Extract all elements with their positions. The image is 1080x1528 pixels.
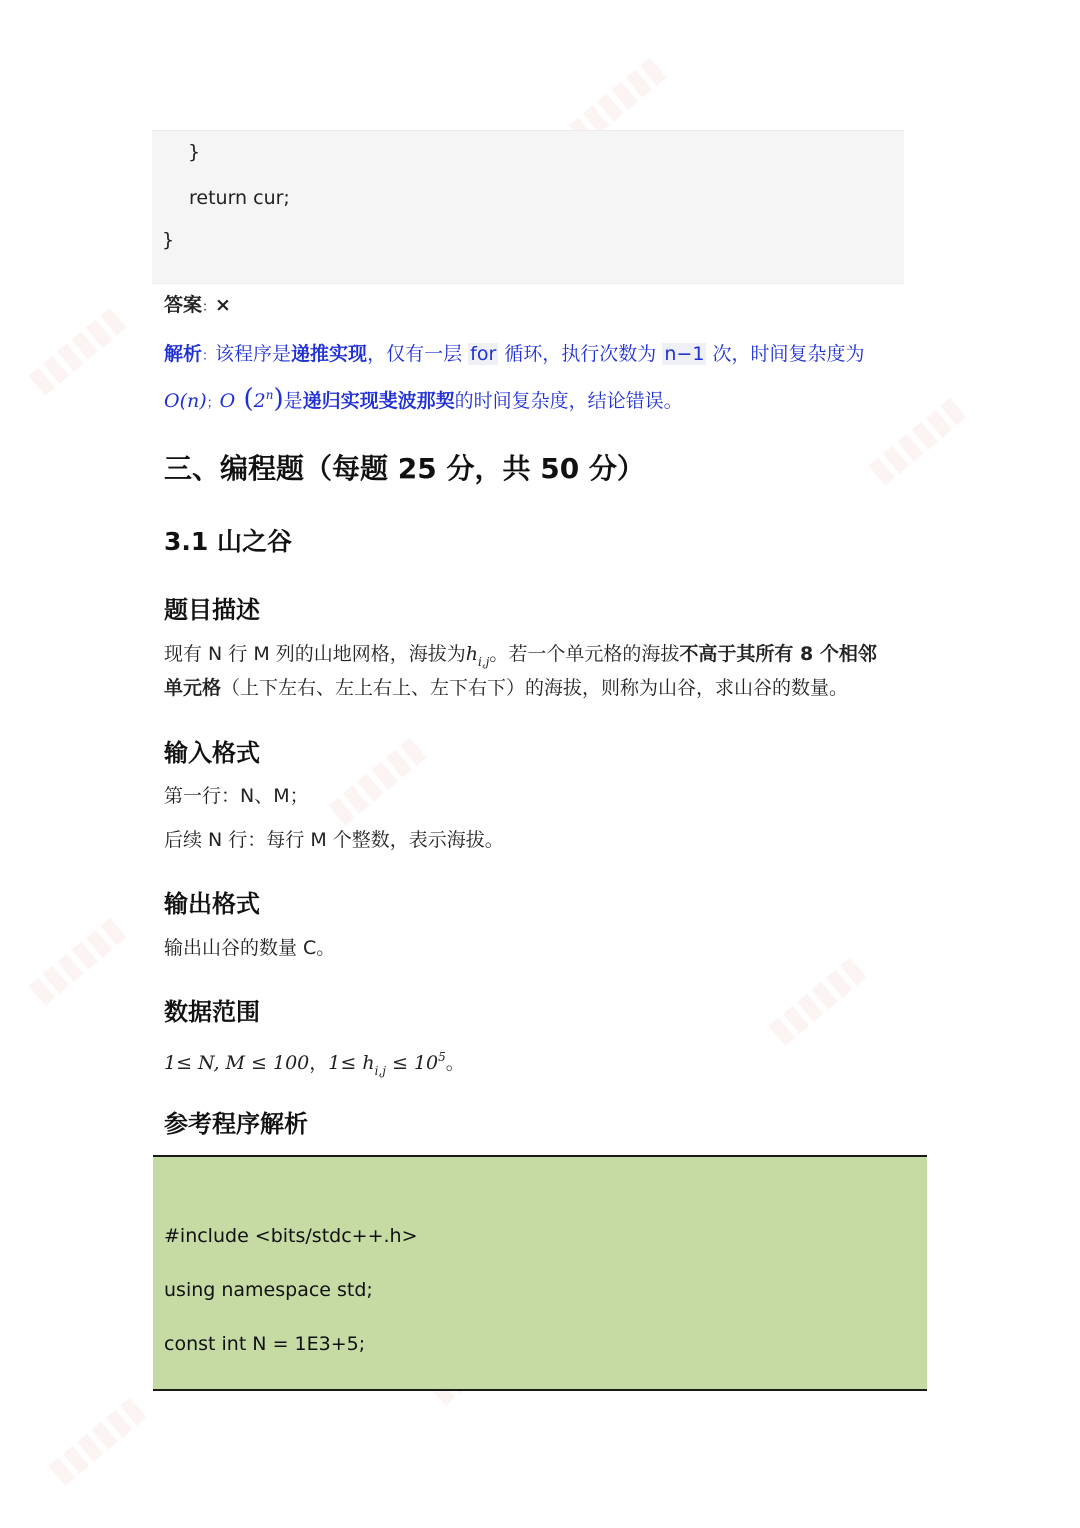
analysis-text: 的时间复杂度，结论错误。 — [454, 390, 683, 412]
description-line-2 — [164, 673, 848, 703]
description-text: 。若一个单元格的海拔 — [489, 643, 680, 665]
code-block-top — [152, 130, 904, 284]
range-heading: 数据范围 — [164, 998, 260, 1026]
code-line: return cur; — [189, 187, 290, 209]
analysis-code: n−1 — [664, 343, 705, 365]
document-page: ▮▮▮▮▮▮ ▮▮▮▮▮▮ ▮▮▮▮▮▮ ▮▮▮▮▮▮ ▮▮▮▮▮▮ ▮▮▮▮▮▮ ▮▮▮▮▮▮ } return cur; } 答案：× 解析：该程序是递推实现，仅有一层 for 循环，执行次数为 n−1 次，时间复杂度为 O(n)；O (2$^n$)是递归实现斐波那契的时间复杂度，结论错误。 三、编程题（每题 25 分，共 50 分） 3.1 山之谷 题目描述 现有 N 行 M 列的山地网格，海拔为$h_{i,j}$。若一个单元格的海拔不高于其所有 8 个相邻 单元格（上下左右、左上右上、左下右下）的海拔，则称为山谷，求山谷的数量。 输入格式 第一行：N、M； 后续 N 行：每行 M 个整数，表示海拔。 输出格式 输出山谷的数量 C。 数据范围 1≤ N, M ≤ 100，$1\le h_{i,j} \le 10^5$。 参考程序解析 #include <bits/stdc++.h> using namespace std; const int N = 1E3+5; — [20, 48, 972, 1492]
analysis-line-1 — [164, 339, 864, 372]
code-line: #include <bits/stdc++.h> — [164, 1225, 418, 1247]
analysis-sep: ； — [206, 396, 220, 411]
analysis-label: 解析 — [164, 343, 203, 365]
code-line: const int N = 1E3+5; — [164, 1333, 366, 1355]
formula-exponent: n — [265, 388, 274, 402]
reference-heading: 参考程序解析 — [164, 1110, 308, 1138]
height-symbol: h — [465, 643, 479, 665]
range-formula-2: 1≤ h — [328, 1052, 375, 1074]
range-exponent: 5 — [438, 1050, 446, 1064]
range-sep: ， — [309, 1052, 329, 1074]
analysis-emphasis: 递归实现斐波那契 — [302, 390, 455, 412]
code-line: } — [162, 229, 175, 251]
description-emphasis: 单元格 — [164, 677, 222, 699]
answer-value: × — [215, 294, 231, 316]
description-emphasis: 不高于其所有 8 个相邻 — [679, 643, 877, 665]
description-text: 现有 N 行 M 列的山地网格，海拔为 — [164, 643, 466, 665]
height-subscript: i,j — [478, 655, 490, 669]
formula-base: 2 — [253, 390, 266, 412]
analysis-emphasis: 递推实现 — [291, 343, 368, 365]
answer-line — [164, 290, 231, 323]
code-line: using namespace std; — [164, 1279, 373, 1301]
output-heading: 输出格式 — [164, 890, 260, 918]
analysis-colon: ： — [202, 349, 216, 364]
input-line-2: 后续 N 行：每行 M 个整数，表示海拔。 — [164, 829, 504, 851]
range-line — [164, 1042, 465, 1086]
formula-on: O(n) — [164, 390, 207, 412]
analysis-text: ，仅有一层 — [367, 343, 463, 365]
analysis-text: 次，时间复杂度为 — [712, 343, 865, 365]
input-line-1: 第一行：N、M； — [164, 785, 309, 807]
problem-title: 3.1 山之谷 — [164, 527, 292, 556]
answer-colon: ： — [202, 300, 216, 315]
section-title: 三、编程题（每题 25 分，共 50 分） — [164, 452, 645, 485]
input-heading: 输入格式 — [164, 739, 260, 767]
range-end: 。 — [445, 1052, 465, 1074]
description-line-1 — [164, 639, 877, 677]
output-line-1: 输出山谷的数量 C。 — [164, 937, 336, 959]
analysis-line-2: O(n)；O (2$^n$)是递归实现斐波那契的时间复杂度，结论错误。 — [164, 384, 683, 414]
analysis-text: 循环，执行次数为 — [504, 343, 657, 365]
analysis-text: 是 — [283, 390, 303, 412]
code-line: } — [188, 141, 201, 163]
code-block-reference — [153, 1155, 927, 1391]
range-subscript: i,j — [374, 1064, 386, 1078]
description-text: （上下左右、左上右上、左下右下）的海拔，则称为山谷，求山谷的数量。 — [221, 677, 849, 699]
range-formula-3: ≤ 10 — [385, 1052, 439, 1074]
answer-label: 答案 — [164, 294, 203, 316]
analysis-code: for — [470, 343, 497, 365]
range-formula-1: 1≤ N, M ≤ 100 — [164, 1052, 310, 1074]
description-heading: 题目描述 — [164, 596, 260, 624]
formula-o: O — [219, 390, 236, 412]
analysis-text: 该程序是 — [215, 343, 292, 365]
